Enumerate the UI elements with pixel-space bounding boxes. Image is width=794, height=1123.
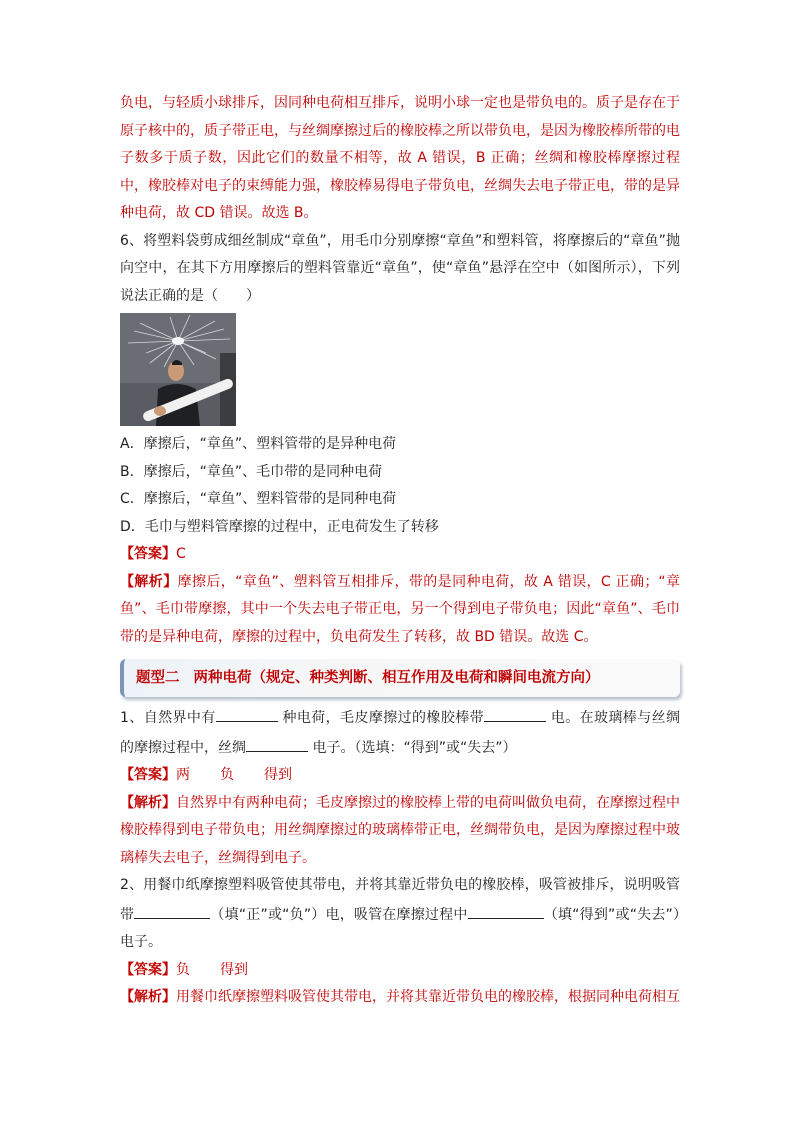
q1-answer-3: 得到 bbox=[264, 767, 292, 783]
q2-blank-1 bbox=[134, 900, 210, 919]
q6-explanation bbox=[120, 569, 680, 652]
q1-text-3: 电。在玻璃棒与丝绸的摩擦过程中，丝绸 bbox=[120, 710, 680, 756]
continued-explanation: 负电，与轻质小球排斥，因同种电荷相互排斥，说明小球一定也是带负电的。质子是存在于原子核中的，质子带正电，与丝绸摩擦过后的橡胶棒之所以带负电，是因为橡胶棒所带的电子数多于质子数，因此它们的数量不相等，故 A 错误，B 正确；丝绸和橡胶棒摩擦过程中，橡胶棒对电子的束缚能力强，橡胶棒易得电子带负电，丝绸失去电子带正电，带的是异种电荷，故 CD 错误。故选 B。 bbox=[120, 95, 680, 221]
q2-text-2: （填“正”或“负”）电，吸管在摩擦过程中 bbox=[210, 906, 468, 923]
q2-text-1: 2、用餐巾纸摩擦塑料吸管使其带电，并将其靠近带负电的橡胶棒，吸管被排斥，说明吸管带 bbox=[120, 877, 680, 923]
q2-answer-2: 得到 bbox=[220, 961, 248, 978]
question-6-stem: 6、将塑料袋剪成细丝制成“章鱼”，用毛巾分别摩擦“章鱼”和塑料管，将摩擦后的“章鱼”抛向空中，在其下方用摩擦后的塑料管靠近“章鱼”，使“章鱼”悬浮在空中（如图所示），下列说法正确的是（ ） bbox=[120, 232, 680, 304]
answer-value: C bbox=[176, 546, 186, 562]
q1-blank-3 bbox=[246, 733, 308, 752]
answer-tag: 【答案】 bbox=[120, 961, 176, 978]
option-b: B．摩擦后，“章鱼”、毛巾带的是同种电荷 bbox=[120, 463, 383, 480]
q1-blank-1 bbox=[216, 703, 278, 722]
octopus-levitation-photo bbox=[120, 313, 236, 426]
q2-answer bbox=[120, 957, 680, 985]
answer-tag: 【答案】 bbox=[120, 767, 176, 783]
q2-text-3: （填“得到”或“失去”）电子。 bbox=[120, 906, 681, 950]
q1-answer-2: 负 bbox=[220, 767, 234, 783]
q1-text-2: 种电荷，毛皮摩擦过的橡胶棒带 bbox=[277, 710, 484, 726]
explain-tag: 【解析】 bbox=[120, 573, 178, 590]
photo-illustration bbox=[120, 313, 236, 426]
explain-text: 摩擦后，“章鱼”、塑料管互相排斥，带的是同种电荷，故 A 错误，C 正确；“章鱼”、毛巾带摩擦，其中一个失去电子带正电，另一个得到电子带负电；因此“章鱼”、毛巾带的是异种电荷，摩擦的过程中，负电荷发生了转移，故 BD 错误。故选 C。 bbox=[120, 573, 680, 645]
explain-text: 自然界中有两种电荷；毛皮摩擦过的橡胶棒上带的电荷叫做负电荷，在摩擦过程中橡胶棒得到电子带负电；用丝绸摩擦过的玻璃棒带正电，丝绸带负电，是因为摩擦过程中玻璃棒失去电子，丝绸得到电子。 bbox=[120, 794, 680, 866]
explain-tag: 【解析】 bbox=[120, 989, 176, 1005]
question-1 bbox=[120, 703, 680, 762]
q1-text-4: 电子。（选填：“得到”或“失去”） bbox=[308, 739, 517, 756]
section-banner bbox=[120, 659, 680, 697]
q2-blank-2 bbox=[468, 900, 544, 919]
q6-answer bbox=[120, 541, 680, 569]
explain-text: 用餐巾纸摩擦塑料吸管使其带电，并将其靠近带负电的橡胶棒，根据同种电荷相互 bbox=[176, 989, 680, 1005]
section-heading bbox=[136, 659, 600, 697]
document-page bbox=[120, 90, 680, 1012]
option-a: A．摩擦后，“章鱼”、塑料管带的是异种电荷 bbox=[120, 436, 397, 452]
q1-answer-1: 两 bbox=[176, 767, 190, 783]
q1-answer bbox=[120, 762, 680, 790]
answer-tag: 【答案】 bbox=[120, 546, 176, 562]
q1-text-1: 1、自然界中有 bbox=[120, 710, 216, 726]
q2-explanation bbox=[120, 984, 680, 1012]
option-d: D．毛巾与塑料管摩擦的过程中，正电荷发生了转移 bbox=[120, 518, 439, 535]
q1-explanation bbox=[120, 790, 680, 873]
section-label: 题型二 bbox=[136, 670, 180, 686]
question-2 bbox=[120, 872, 680, 957]
section-title: 两种电荷（规定、种类判断、相互作用及电荷和瞬间电流方向） bbox=[193, 670, 600, 686]
q1-blank-2 bbox=[484, 703, 546, 722]
option-c: C．摩擦后，“章鱼”、塑料管带的是同种电荷 bbox=[120, 491, 397, 507]
q2-answer-1: 负 bbox=[176, 961, 190, 978]
explain-tag: 【解析】 bbox=[120, 794, 176, 811]
